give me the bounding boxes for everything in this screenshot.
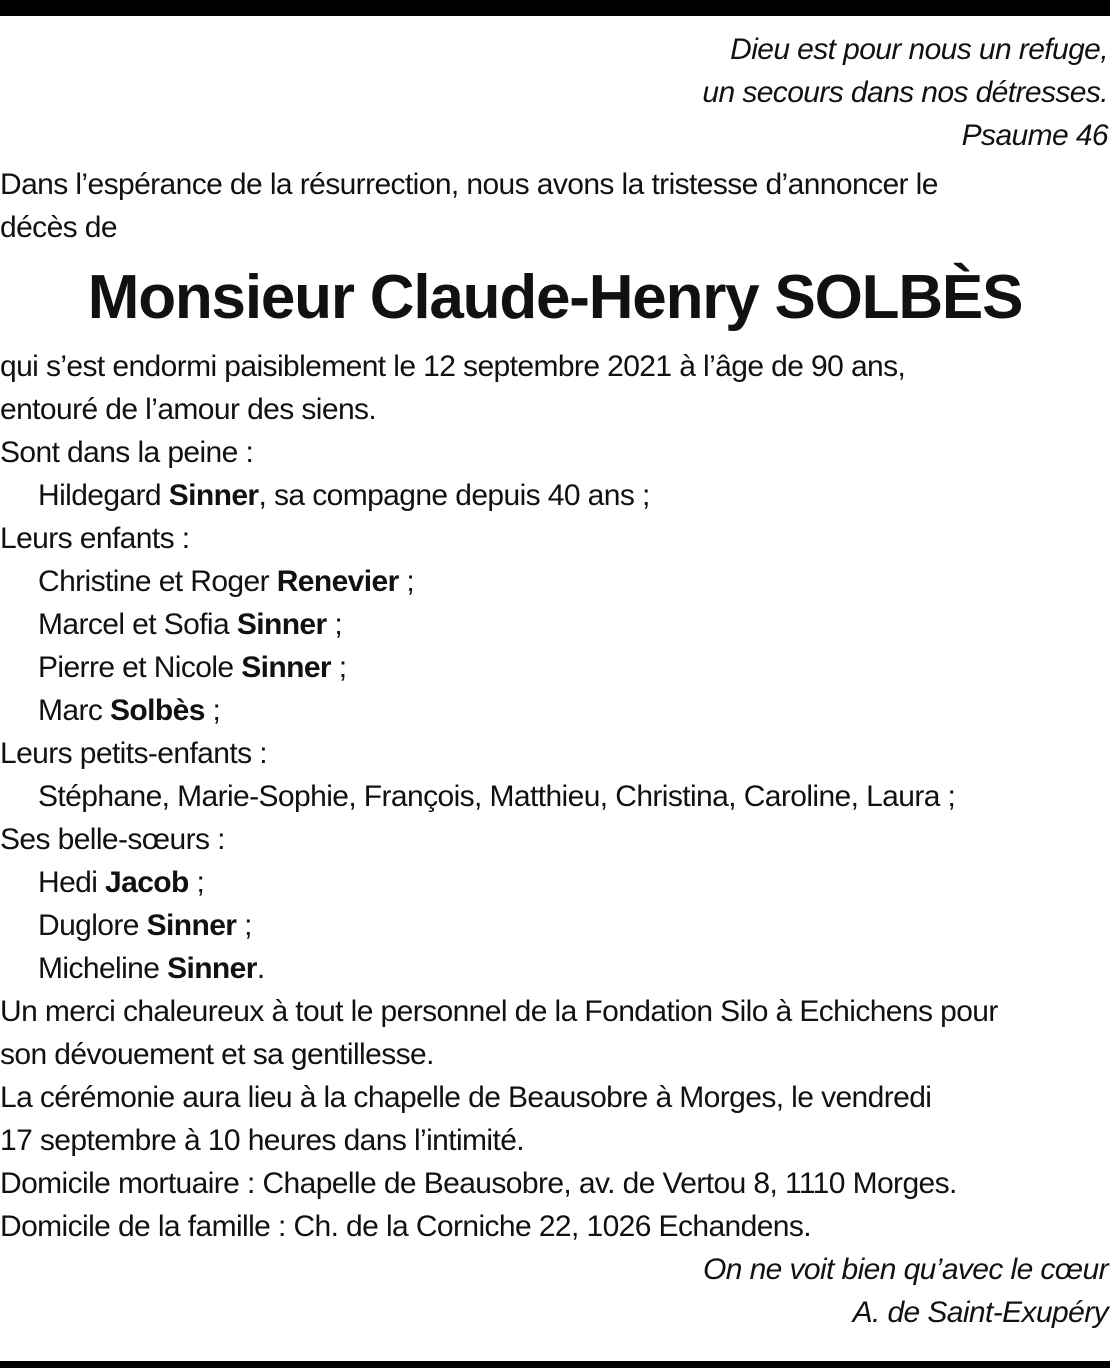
grandchildren-names: Stéphane, Marie-Sophie, François, Matthieu, Christina, Caroline, Laura ;: [38, 780, 956, 813]
list-item: [0, 646, 1110, 689]
intro-line: décès de: [0, 211, 117, 244]
bottom-border: [0, 1361, 1110, 1368]
thanks-line: son dévouement et sa gentillesse.: [0, 1038, 434, 1071]
last-name: Solbès: [110, 694, 205, 727]
entry-suffix: , sa compagne depuis 40 ans ;: [258, 479, 650, 512]
epigraph-line: un secours dans nos détresses.: [702, 76, 1108, 109]
grandchildren-section: [0, 732, 1110, 818]
first-name: Hedi: [38, 866, 106, 899]
entry-suffix: ;: [330, 651, 347, 684]
children-heading: Leurs enfants :: [0, 522, 190, 555]
last-name: Jacob: [105, 866, 189, 899]
epigraph-line: Dieu est pour nous un refuge,: [730, 33, 1108, 66]
companion-entry: [0, 474, 1110, 517]
entry-suffix: .: [256, 952, 265, 985]
sisters-in-law-heading: Ses belle-sœurs :: [0, 823, 225, 856]
list-item: [0, 947, 1110, 990]
first-name: Micheline: [38, 952, 168, 985]
last-name: Sinner: [146, 909, 237, 942]
family-address: Domicile de la famille : Ch. de la Corniche 22, 1026 Echandens.: [0, 1210, 812, 1243]
sisters-in-law-section: [0, 818, 1110, 990]
quote-text: On ne voit bien qu’avec le cœur: [703, 1253, 1108, 1286]
obituary-notice: [0, 28, 1110, 1334]
epigraph-source: Psaume 46: [961, 119, 1108, 152]
first-name: Pierre et Nicole: [38, 651, 242, 684]
last-name: Sinner: [167, 952, 257, 985]
entry-suffix: ;: [236, 909, 252, 942]
last-name: Renevier: [276, 565, 399, 598]
first-name: Christine et Roger: [38, 565, 277, 598]
passing-text: [0, 345, 1110, 431]
list-item: [0, 861, 1110, 904]
mourners-heading: Sont dans la peine :: [0, 436, 254, 469]
ceremony-line: 17 septembre à 10 heures dans l’intimité.: [0, 1124, 525, 1157]
quote-author: A. de Saint-Exupéry: [852, 1296, 1108, 1329]
mourners-section: [0, 431, 1110, 517]
list-item: [0, 603, 1110, 646]
intro-text: [0, 163, 1110, 249]
thanks-text: [0, 990, 1110, 1076]
grandchildren-heading: Leurs petits-enfants :: [0, 737, 267, 770]
epigraph: [0, 28, 1110, 157]
entry-suffix: ;: [188, 866, 205, 899]
entry-suffix: ;: [398, 565, 415, 598]
intro-line: Dans l’espérance de la résurrection, nous avons la tristesse d’annoncer le: [0, 168, 938, 201]
last-name: Sinner: [241, 651, 331, 684]
ceremony-line: La cérémonie aura lieu à la chapelle de Beausobre à Morges, le vendredi: [0, 1081, 932, 1114]
first-name: Marcel et Sofia: [38, 608, 237, 641]
list-item: [0, 689, 1110, 732]
last-name: Sinner: [168, 479, 259, 512]
list-item: [0, 560, 1110, 603]
passing-line: entouré de l’amour des siens.: [0, 393, 377, 426]
closing-quote: [0, 1248, 1110, 1334]
mortuary-address: Domicile mortuaire : Chapelle de Beausobre, av. de Vertou 8, 1110 Morges.: [0, 1167, 957, 1200]
passing-line: qui s’est endormi paisiblement le 12 septembre 2021 à l’âge de 90 ans,: [0, 350, 906, 383]
top-border: [0, 0, 1110, 16]
entry-suffix: ;: [204, 694, 221, 727]
entry-suffix: ;: [326, 608, 343, 641]
deceased-name: Monsieur Claude-Henry SOLBÈS: [87, 263, 1023, 332]
last-name: Sinner: [236, 608, 327, 641]
first-name: Hildegard: [38, 479, 169, 512]
ceremony-text: [0, 1076, 1110, 1162]
first-name: Duglore: [38, 909, 147, 942]
first-name: Marc: [38, 694, 111, 727]
list-item: [0, 904, 1110, 947]
thanks-line: Un merci chaleureux à tout le personnel de la Fondation Silo à Echichens pour: [0, 995, 998, 1028]
children-section: [0, 517, 1110, 732]
